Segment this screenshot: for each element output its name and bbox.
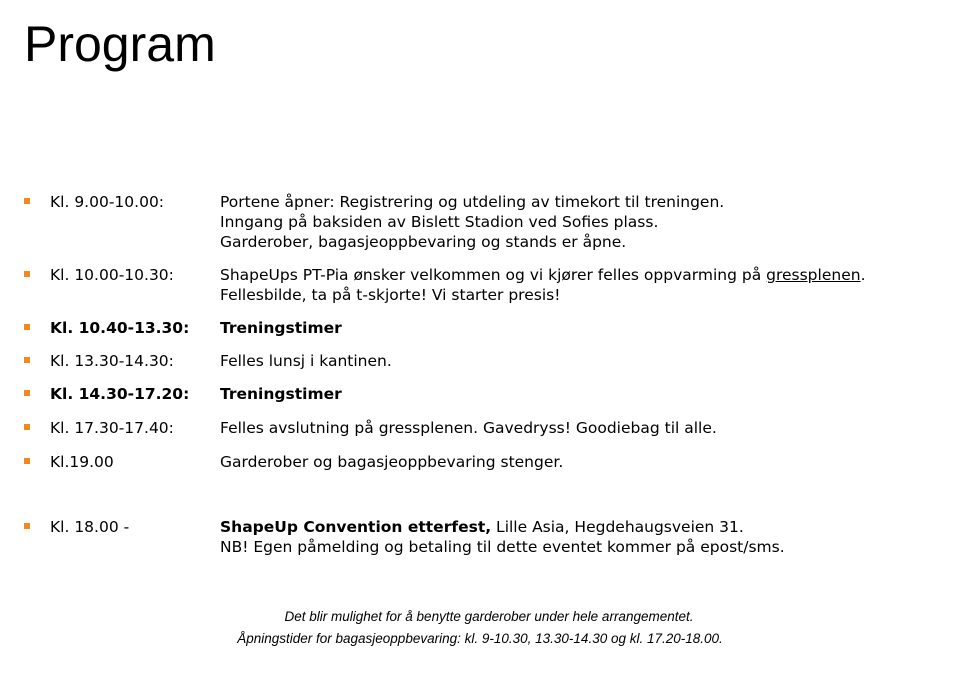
item-line: Felles lunsj i kantinen. — [220, 352, 392, 370]
item-line: Garderober og bagasjeoppbevaring stenger. — [220, 453, 564, 471]
footer-line: Åpningstider for bagasjeoppbevaring: kl. 9-10.30, 13.30-14.30 og kl. 17.20-18.00. — [237, 631, 723, 646]
item-description — [220, 384, 940, 404]
item-line: Inngang på baksiden av Bislett Stadion ved Sofies plass. — [220, 213, 659, 231]
footer-line: Det blir mulighet for å benytte garderober under hele arrangementet. — [284, 609, 694, 624]
item-time: Kl. 10.40-13.30: — [50, 319, 190, 337]
item-description — [220, 517, 940, 557]
item-line: Treningstimer — [220, 385, 342, 403]
item-line — [220, 265, 940, 285]
item-line: NB! Egen påmelding og betaling til dette eventet kommer på epost/sms. — [220, 538, 785, 556]
item-description — [220, 265, 940, 305]
item-time: Kl. 14.30-17.20: — [50, 385, 190, 403]
gressplenen-link[interactable]: gressplenen — [766, 266, 861, 284]
item-line: Felles avslutning på gressplenen. Gavedryss! Goodiebag til alle. — [220, 419, 717, 437]
item-time: Kl. 17.30-17.40: — [50, 419, 174, 437]
bullet-square-icon — [24, 324, 30, 330]
item-time: Kl. 18.00 - — [50, 518, 130, 536]
item-line: Treningstimer — [220, 319, 342, 337]
bullet-square-icon — [24, 458, 30, 464]
item-line: Garderober, bagasjeoppbevaring og stands er åpne. — [220, 233, 627, 251]
item-time: Kl. 10.00-10.30: — [50, 266, 174, 284]
bullet-square-icon — [24, 390, 30, 396]
item-description — [220, 351, 940, 371]
footer-note — [0, 606, 960, 650]
page-title: Program — [24, 16, 216, 72]
item-time: Kl.19.00 — [50, 453, 114, 471]
item-time: Kl. 9.00-10.00: — [50, 193, 165, 211]
item-line: Portene åpner: Registrering og utdeling av timekort til treningen. — [220, 193, 725, 211]
bullet-square-icon — [24, 357, 30, 363]
bullet-square-icon — [24, 523, 30, 529]
item-text: Lille Asia, Hegdehaugsveien 31. — [491, 518, 744, 536]
item-description — [220, 418, 940, 438]
item-text-bold: ShapeUp Convention etterfest, — [220, 518, 492, 536]
bullet-square-icon — [24, 424, 30, 430]
item-text: ShapeUps PT-Pia ønsker velkommen og vi kjører felles oppvarming på — [220, 266, 767, 284]
item-description — [220, 318, 940, 338]
bullet-square-icon — [24, 271, 30, 277]
item-line — [220, 517, 940, 537]
item-description — [220, 452, 940, 472]
item-time: Kl. 13.30-14.30: — [50, 352, 174, 370]
bullet-square-icon — [24, 198, 30, 204]
item-text: . — [860, 266, 866, 284]
item-description — [220, 192, 940, 252]
item-line: Fellesbilde, ta på t-skjorte! Vi starter presis! — [220, 286, 561, 304]
